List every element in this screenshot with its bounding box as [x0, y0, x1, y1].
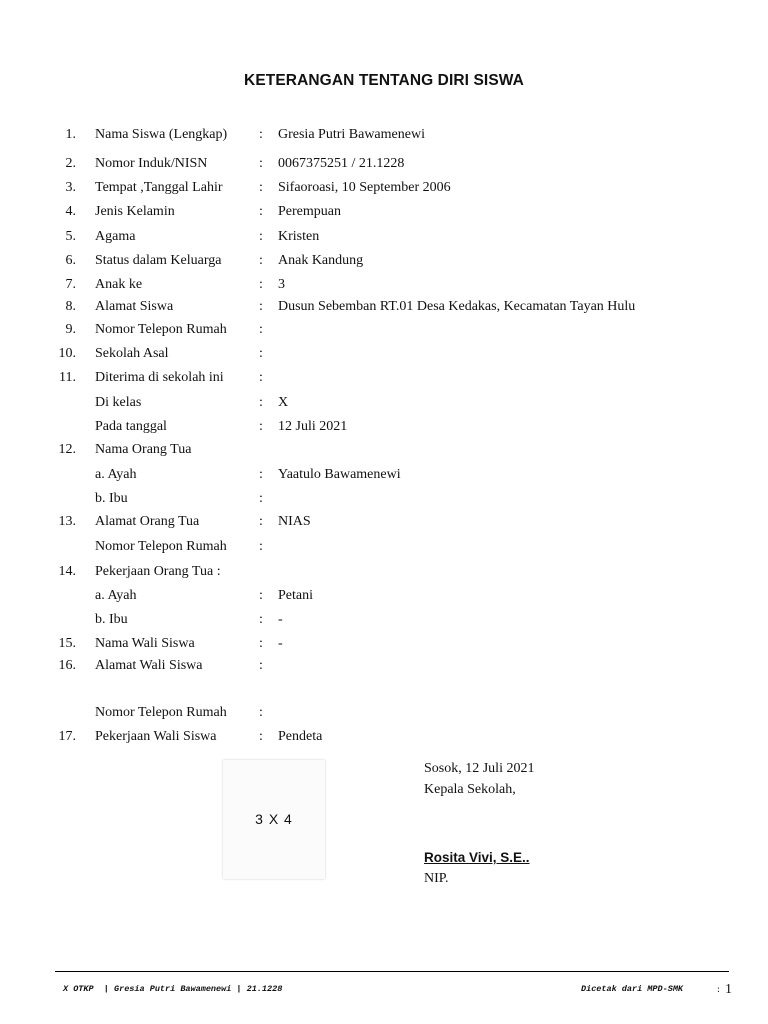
field-row — [0, 227, 768, 247]
field-row — [0, 512, 768, 532]
field-colon: : — [259, 156, 263, 171]
field-row — [0, 417, 768, 437]
field-row — [0, 320, 768, 340]
field-number: 1. — [65, 127, 76, 142]
signature-role: Kepala Sekolah, — [424, 782, 516, 797]
field-label: Diterima di sekolah ini — [95, 370, 224, 385]
field-label: Jenis Kelamin — [95, 204, 175, 219]
field-value: Gresia Putri Bawamenewi — [278, 127, 425, 142]
field-label: b. Ibu — [95, 491, 128, 506]
field-value: X — [278, 395, 289, 410]
field-number: 17. — [58, 729, 76, 744]
field-number: 12. — [58, 442, 76, 457]
photo-size-label: 3 X 4 — [255, 811, 293, 827]
field-colon: : — [259, 253, 263, 268]
field-colon: : — [259, 705, 263, 720]
field-row — [0, 297, 768, 317]
field-number: 7. — [65, 277, 76, 292]
field-number: 3. — [65, 180, 76, 195]
field-number: 2. — [65, 156, 76, 171]
signature-nip: NIP. — [424, 871, 449, 886]
field-row — [0, 562, 768, 582]
field-row — [0, 465, 768, 485]
field-number: 15. — [58, 636, 76, 651]
field-colon: : — [259, 229, 263, 244]
field-label: Alamat Wali Siswa — [95, 658, 203, 673]
field-row — [0, 125, 768, 145]
field-row — [0, 202, 768, 222]
field-label: Pada tanggal — [95, 419, 167, 434]
field-colon: : — [259, 729, 263, 744]
field-row — [0, 610, 768, 630]
field-label: Pekerjaan Wali Siswa — [95, 729, 217, 744]
field-colon: : — [259, 514, 263, 529]
field-colon: : — [259, 612, 263, 627]
field-value: 0067375251 / 21.1228 — [278, 156, 405, 171]
field-row — [0, 251, 768, 271]
field-colon: : — [259, 127, 263, 142]
field-colon: : — [259, 277, 263, 292]
field-value: Dusun Sebemban RT.01 Desa Kedakas, Kecamatan Tayan Hulu — [278, 299, 636, 314]
field-value: Perempuan — [278, 204, 341, 219]
field-label: Nama Wali Siswa — [95, 636, 195, 651]
field-colon: : — [259, 370, 263, 385]
field-label: b. Ibu — [95, 612, 128, 627]
field-number: 16. — [58, 658, 76, 673]
field-row — [0, 586, 768, 606]
footer-colon: : — [716, 986, 721, 995]
field-row — [0, 178, 768, 198]
field-value: 3 — [278, 277, 285, 292]
field-value: - — [278, 636, 283, 651]
document-title: KETERANGAN TENTANG DIRI SISWA — [244, 72, 524, 89]
field-row — [0, 275, 768, 295]
field-label: Nomor Telepon Rumah — [95, 705, 227, 720]
page-number: 1 — [725, 982, 732, 997]
field-row — [0, 703, 768, 723]
field-colon: : — [259, 346, 263, 361]
field-number: 14. — [58, 564, 76, 579]
field-row — [0, 440, 768, 460]
field-label: Nomor Telepon Rumah — [95, 539, 227, 554]
field-number: 10. — [58, 346, 76, 361]
field-label: Di kelas — [95, 395, 142, 410]
field-label: Anak ke — [95, 277, 143, 292]
field-row — [0, 537, 768, 557]
field-label: a. Ayah — [95, 467, 137, 482]
field-label: Alamat Orang Tua — [95, 514, 200, 529]
field-label: Nomor Induk/NISN — [95, 156, 208, 171]
field-row — [0, 154, 768, 174]
field-value: Yaatulo Bawamenewi — [278, 467, 401, 482]
field-number: 4. — [65, 204, 76, 219]
footer-printed-from: Dicetak dari MPD-SMK — [581, 984, 684, 994]
field-label: Agama — [95, 229, 136, 244]
field-number: 9. — [65, 322, 76, 337]
field-row — [0, 489, 768, 509]
field-label: Status dalam Keluarga — [95, 253, 222, 268]
field-colon: : — [259, 588, 263, 603]
field-label: Nomor Telepon Rumah — [95, 322, 227, 337]
field-colon: : — [259, 299, 263, 314]
field-colon: : — [259, 322, 263, 337]
field-number: 11. — [59, 370, 76, 385]
field-value: Pendeta — [278, 729, 323, 744]
field-label: Alamat Siswa — [95, 299, 174, 314]
field-label: Tempat ,Tanggal Lahir — [95, 180, 223, 195]
field-row — [0, 368, 768, 388]
footer-divider — [55, 971, 729, 972]
photo-placeholder — [223, 760, 325, 879]
field-value: - — [278, 612, 283, 627]
field-row — [0, 634, 768, 654]
field-number: 5. — [65, 229, 76, 244]
field-colon: : — [259, 395, 263, 410]
field-label: Nama Siswa (Lengkap) — [95, 127, 228, 142]
field-value: Sifaoroasi, 10 September 2006 — [278, 180, 451, 195]
field-label: Pekerjaan Orang Tua : — [95, 564, 221, 579]
field-value: Kristen — [278, 229, 320, 244]
field-colon: : — [259, 467, 263, 482]
field-number: 13. — [58, 514, 76, 529]
field-colon: : — [259, 180, 263, 195]
field-label: Sekolah Asal — [95, 346, 169, 361]
field-colon: : — [259, 636, 263, 651]
signature-place-date: Sosok, 12 Juli 2021 — [424, 761, 535, 776]
field-number: 6. — [65, 253, 76, 268]
field-number: 8. — [65, 299, 76, 314]
field-row — [0, 344, 768, 364]
field-value: Petani — [278, 588, 313, 603]
field-colon: : — [259, 204, 263, 219]
field-colon: : — [259, 539, 263, 554]
field-row — [0, 393, 768, 413]
field-colon: : — [259, 658, 263, 673]
signature-name: Rosita Vivi, S.E.. — [424, 850, 530, 865]
field-label: Nama Orang Tua — [95, 442, 192, 457]
field-label: a. Ayah — [95, 588, 137, 603]
field-row — [0, 727, 768, 747]
field-value: 12 Juli 2021 — [278, 419, 348, 434]
field-colon: : — [259, 419, 263, 434]
footer-student-info: X OTKP | Gresia Putri Bawamenewi | 21.1228 — [63, 984, 283, 994]
field-row — [0, 656, 768, 676]
field-colon: : — [259, 491, 263, 506]
field-value: NIAS — [278, 514, 311, 529]
field-value: Anak Kandung — [278, 253, 364, 268]
